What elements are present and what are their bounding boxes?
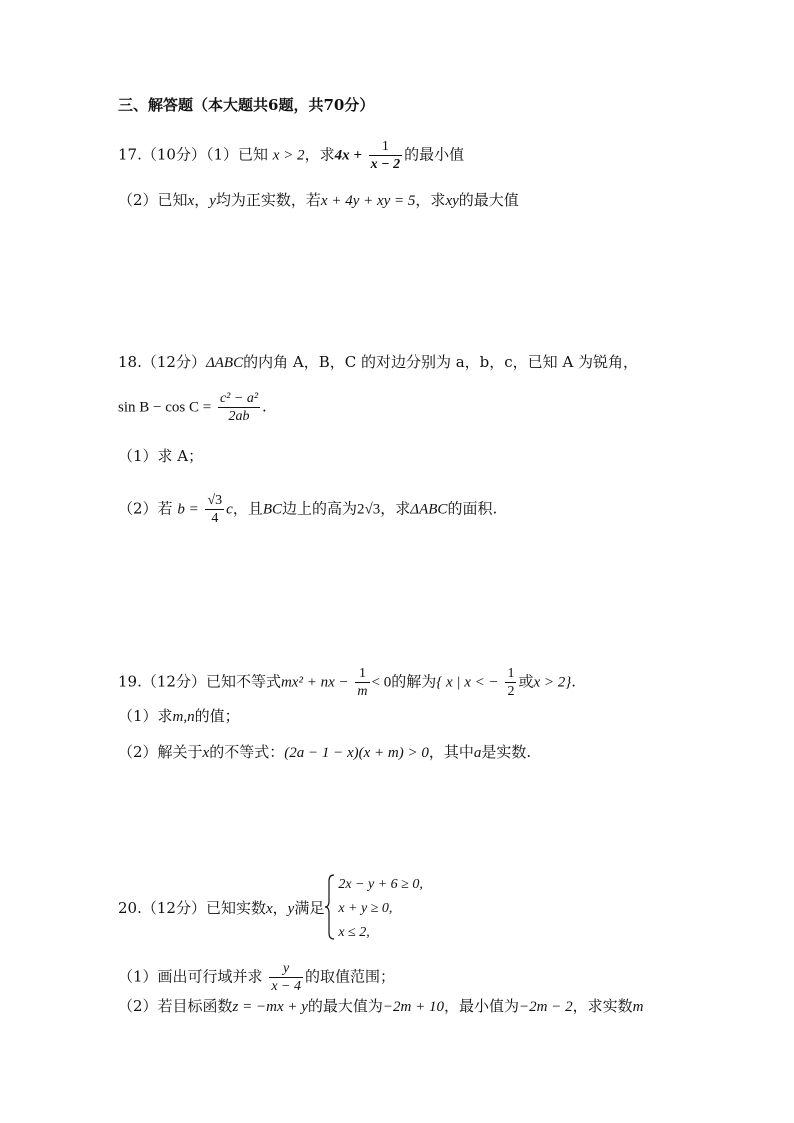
q20-p2-z: z = −mx + y [232, 999, 308, 1015]
q17-p2-xy: xy [445, 193, 459, 209]
q19-part1 [118, 706, 240, 727]
q19-ineq-den: m [357, 684, 368, 699]
q18-p2-height: 2√3 [357, 501, 381, 518]
q18-line1-text: 的内角 A，B，C 的对边分别为 a，b，c，已知 A 为锐角， [243, 353, 639, 371]
q18-part2 [118, 492, 497, 527]
q19-line1 [118, 665, 576, 700]
q20-line1 [118, 872, 423, 945]
q19-p2-b: 的不等式： [209, 743, 285, 761]
q20-p1-den: x − 4 [271, 979, 301, 994]
q19-set-fraction [505, 665, 516, 700]
q17-frac-den: x − 2 [370, 157, 401, 172]
q19-ineq-a: mx² + nx − [280, 674, 349, 691]
q17-p2-c: ，求 [415, 191, 446, 209]
q17-expression: 4x + [334, 147, 362, 164]
q20-cond: 满足 [294, 899, 325, 917]
left-brace-icon [324, 873, 336, 941]
q17-p2-b: 均为正实数，若 [215, 191, 321, 209]
q19-p2-c: ，其中 [428, 743, 474, 761]
q19-p2-x: x [202, 745, 210, 761]
q17-frac-num: 1 [369, 138, 402, 156]
q20-sys-line-2: x + y ≥ 0, [338, 901, 393, 916]
q20-part2 [118, 996, 643, 1017]
q17-head: 17.（10分）（1）已知 [118, 145, 268, 164]
q20-part1 [118, 960, 395, 995]
q19-ineq-b: < 0 [371, 674, 392, 691]
q17-p2-equation: x + 4y + xy = 5 [320, 193, 416, 209]
q18-eq-lhs: sin B − cos C = [118, 399, 212, 416]
q20-sys-line-3: x ≤ 2, [338, 925, 370, 940]
q19-set-den: 2 [507, 684, 515, 699]
q17-p2-comma: ， [194, 191, 210, 209]
q18-p2-mid2: 边上的高为 [282, 499, 358, 518]
q20-p2-c: ，最小值为 [444, 997, 520, 1015]
q19-p2-a: （2）解关于 [118, 743, 203, 761]
q20-p2-max: −2m + 10 [382, 999, 444, 1015]
q18-eq-fraction [218, 390, 260, 425]
q19-set-a: { x | x < − [436, 674, 499, 691]
q19-set-end: . [571, 672, 577, 691]
q18-p2-triangle: ΔABC [410, 501, 448, 518]
q19-p2-inequality: (2a − 1 − x)(x + m) > 0 [284, 745, 429, 761]
q20-sys-line-1: 2x − y + 6 ≥ 0, [338, 877, 423, 892]
q20-system [324, 873, 423, 945]
q19-part2 [118, 742, 531, 763]
q18-eq-num: c² − a² [219, 391, 259, 406]
q19-mid: 的解为 [391, 672, 437, 691]
q20-p1-b: 的取值范围； [305, 967, 396, 986]
q19-set-b: x > 2} [533, 674, 572, 691]
q20-p1-fraction [269, 960, 303, 995]
q18-p2-den: 4 [211, 511, 219, 526]
q20-p2-m: m [632, 999, 644, 1015]
q17-part2 [118, 190, 519, 211]
q19-head: 19.（12分）已知不等式 [118, 672, 281, 691]
q18-p2-fraction [205, 492, 224, 527]
q17-p2-a: （2）已知 [118, 191, 188, 209]
q18-p2-mid: ，且 [232, 499, 263, 518]
q19-set-num: 1 [507, 666, 515, 681]
q18-line1 [118, 352, 638, 373]
q19-p2-d: 是实数. [481, 743, 532, 761]
q20-p1-num: y [269, 960, 303, 978]
q17-p2-y: y [209, 193, 216, 209]
section-title: 三、解答题（本大题共6题，共70分） [118, 96, 375, 114]
q19-p1-b: 的值； [194, 707, 240, 725]
q18-triangle: ΔABC [205, 355, 244, 371]
q17-tail: 的最小值 [404, 145, 465, 164]
q18-p2-c: c [226, 501, 233, 518]
q19-p1-mn: m,n [172, 709, 195, 725]
q20-comma: ， [272, 899, 288, 917]
q18-part1: （1）求 A； [118, 447, 204, 465]
q20-p2-b: 的最大值为 [307, 997, 383, 1015]
q18-equation [118, 390, 267, 425]
q18-head: 18.（12分） [118, 353, 206, 371]
q19-set-or: 或 [518, 672, 534, 691]
q18-eq-end: . [262, 397, 267, 416]
q19-p1-a: （1）求 [118, 707, 173, 725]
q18-p2-bc: BC [262, 501, 283, 518]
q17-fraction [369, 138, 402, 173]
q20-p1-a: （1）画出可行域并求 [118, 967, 263, 986]
q18-eq-den: 2ab [228, 409, 250, 424]
q19-ineq-fraction [355, 665, 369, 700]
q17-part1 [118, 138, 464, 173]
q18-p2-mid3: ，求 [380, 499, 411, 518]
q17-mid: ，求 [304, 145, 335, 164]
q20-y: y [287, 901, 295, 917]
q19-p2-a-var: a [473, 745, 482, 761]
q18-p2-b: b = [177, 501, 199, 518]
q17-p2-d: 的最大值 [458, 191, 519, 209]
q19-ineq-num: 1 [355, 665, 369, 683]
q20-p2-min: −2m − 2 [519, 999, 573, 1015]
q17-p2-x: x [187, 193, 195, 209]
q18-p2-a: （2）若 [118, 499, 173, 518]
q17-condition: x > 2 [272, 147, 305, 164]
q20-x: x [265, 901, 273, 917]
q20-p2-d: ，求实数 [572, 997, 633, 1015]
q20-p2-a: （2）若目标函数 [118, 997, 233, 1015]
q18-p2-end: 的面积. [447, 499, 498, 518]
q18-p2-num: √3 [207, 493, 223, 508]
q20-head: 20.（12分）已知实数 [118, 899, 266, 917]
